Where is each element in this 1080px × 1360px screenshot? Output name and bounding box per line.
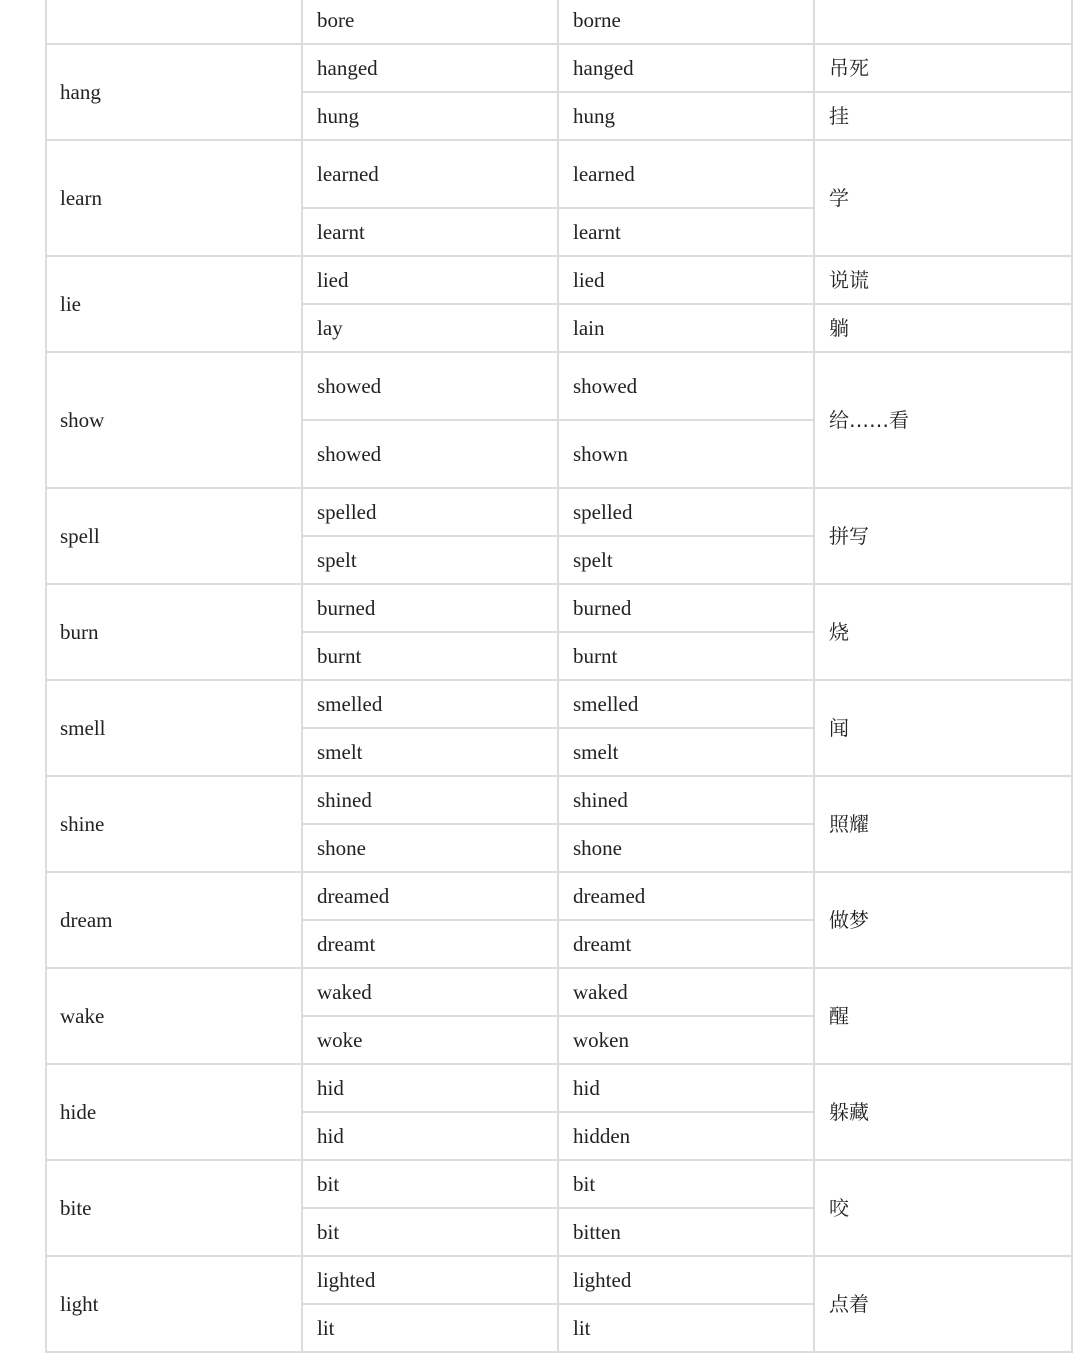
base-form-cell: hide — [46, 1064, 302, 1160]
base-form-cell: smell — [46, 680, 302, 776]
past-tense-cell: learned — [302, 140, 558, 208]
past-participle-cell: smelled — [558, 680, 814, 728]
meaning-cell: 说谎 — [814, 256, 1072, 304]
meaning-cell: 拼写 — [814, 488, 1072, 584]
past-tense-cell: shined — [302, 776, 558, 824]
table-row — [46, 1160, 1072, 1208]
past-participle-cell: waked — [558, 968, 814, 1016]
past-participle-cell: hung — [558, 92, 814, 140]
past-tense-cell: bit — [302, 1160, 558, 1208]
meaning-cell: 烧 — [814, 584, 1072, 680]
past-participle-cell: dreamt — [558, 920, 814, 968]
past-tense-cell: smelt — [302, 728, 558, 776]
past-participle-cell: showed — [558, 352, 814, 420]
table-row — [46, 140, 1072, 208]
base-form-cell: spell — [46, 488, 302, 584]
verb-forms-table — [45, 0, 1073, 1353]
table-row — [46, 1256, 1072, 1304]
base-form-cell: lie — [46, 256, 302, 352]
past-tense-cell: spelled — [302, 488, 558, 536]
past-participle-cell: smelt — [558, 728, 814, 776]
table-row — [46, 488, 1072, 536]
past-participle-cell: burnt — [558, 632, 814, 680]
past-participle-cell: lit — [558, 1304, 814, 1352]
past-participle-cell: learnt — [558, 208, 814, 256]
past-participle-cell: woken — [558, 1016, 814, 1064]
base-form-cell: light — [46, 1256, 302, 1352]
past-participle-cell: lain — [558, 304, 814, 352]
past-tense-cell: hid — [302, 1112, 558, 1160]
past-tense-cell: dreamed — [302, 872, 558, 920]
meaning-cell: 点着 — [814, 1256, 1072, 1352]
past-participle-cell: shone — [558, 824, 814, 872]
base-form-cell: bite — [46, 1160, 302, 1256]
past-tense-cell: bit — [302, 1208, 558, 1256]
base-form-cell: shine — [46, 776, 302, 872]
meaning-cell: 咬 — [814, 1160, 1072, 1256]
meaning-cell: 闻 — [814, 680, 1072, 776]
past-participle-cell: learned — [558, 140, 814, 208]
past-tense-cell: hanged — [302, 44, 558, 92]
past-participle-cell: dreamed — [558, 872, 814, 920]
meaning-cell: 醒 — [814, 968, 1072, 1064]
table-row — [46, 256, 1072, 304]
base-form-cell: show — [46, 352, 302, 488]
meaning-cell: 做梦 — [814, 872, 1072, 968]
past-participle-cell: hidden — [558, 1112, 814, 1160]
past-tense-cell: dreamt — [302, 920, 558, 968]
meaning-cell: 躲藏 — [814, 1064, 1072, 1160]
table-row-partial — [46, 0, 1072, 44]
meaning-cell: 给……看 — [814, 352, 1072, 488]
base-form-cell: learn — [46, 140, 302, 256]
table-row — [46, 584, 1072, 632]
past-participle-cell: shown — [558, 420, 814, 488]
past-participle-cell: borne — [558, 0, 814, 44]
past-tense-cell: burnt — [302, 632, 558, 680]
base-form-cell — [46, 0, 302, 44]
past-tense-cell: bore — [302, 0, 558, 44]
past-tense-cell: spelt — [302, 536, 558, 584]
base-form-cell: burn — [46, 584, 302, 680]
past-tense-cell: hung — [302, 92, 558, 140]
past-tense-cell: burned — [302, 584, 558, 632]
meaning-cell: 学 — [814, 140, 1072, 256]
table-row — [46, 872, 1072, 920]
past-tense-cell: smelled — [302, 680, 558, 728]
past-tense-cell: lighted — [302, 1256, 558, 1304]
past-participle-cell: hanged — [558, 44, 814, 92]
past-tense-cell: showed — [302, 352, 558, 420]
past-tense-cell: woke — [302, 1016, 558, 1064]
past-participle-cell: spelled — [558, 488, 814, 536]
past-participle-cell: hid — [558, 1064, 814, 1112]
past-participle-cell: bitten — [558, 1208, 814, 1256]
past-participle-cell: bit — [558, 1160, 814, 1208]
table-row — [46, 1064, 1072, 1112]
meaning-cell: 躺 — [814, 304, 1072, 352]
past-tense-cell: showed — [302, 420, 558, 488]
past-participle-cell: lighted — [558, 1256, 814, 1304]
past-tense-cell: lied — [302, 256, 558, 304]
past-tense-cell: shone — [302, 824, 558, 872]
table-row — [46, 968, 1072, 1016]
past-participle-cell: shined — [558, 776, 814, 824]
past-participle-cell: spelt — [558, 536, 814, 584]
past-tense-cell: hid — [302, 1064, 558, 1112]
base-form-cell: hang — [46, 44, 302, 140]
base-form-cell: dream — [46, 872, 302, 968]
past-tense-cell: learnt — [302, 208, 558, 256]
past-tense-cell: waked — [302, 968, 558, 1016]
past-participle-cell: lied — [558, 256, 814, 304]
past-participle-cell: burned — [558, 584, 814, 632]
table-row — [46, 680, 1072, 728]
verb-table-body — [46, 0, 1072, 1352]
table-row — [46, 44, 1072, 92]
meaning-cell: 挂 — [814, 92, 1072, 140]
base-form-cell: wake — [46, 968, 302, 1064]
table-row — [46, 352, 1072, 420]
meaning-cell: 吊死 — [814, 44, 1072, 92]
past-tense-cell: lit — [302, 1304, 558, 1352]
table-row — [46, 776, 1072, 824]
meaning-cell: 照耀 — [814, 776, 1072, 872]
meaning-cell — [814, 0, 1072, 44]
past-tense-cell: lay — [302, 304, 558, 352]
